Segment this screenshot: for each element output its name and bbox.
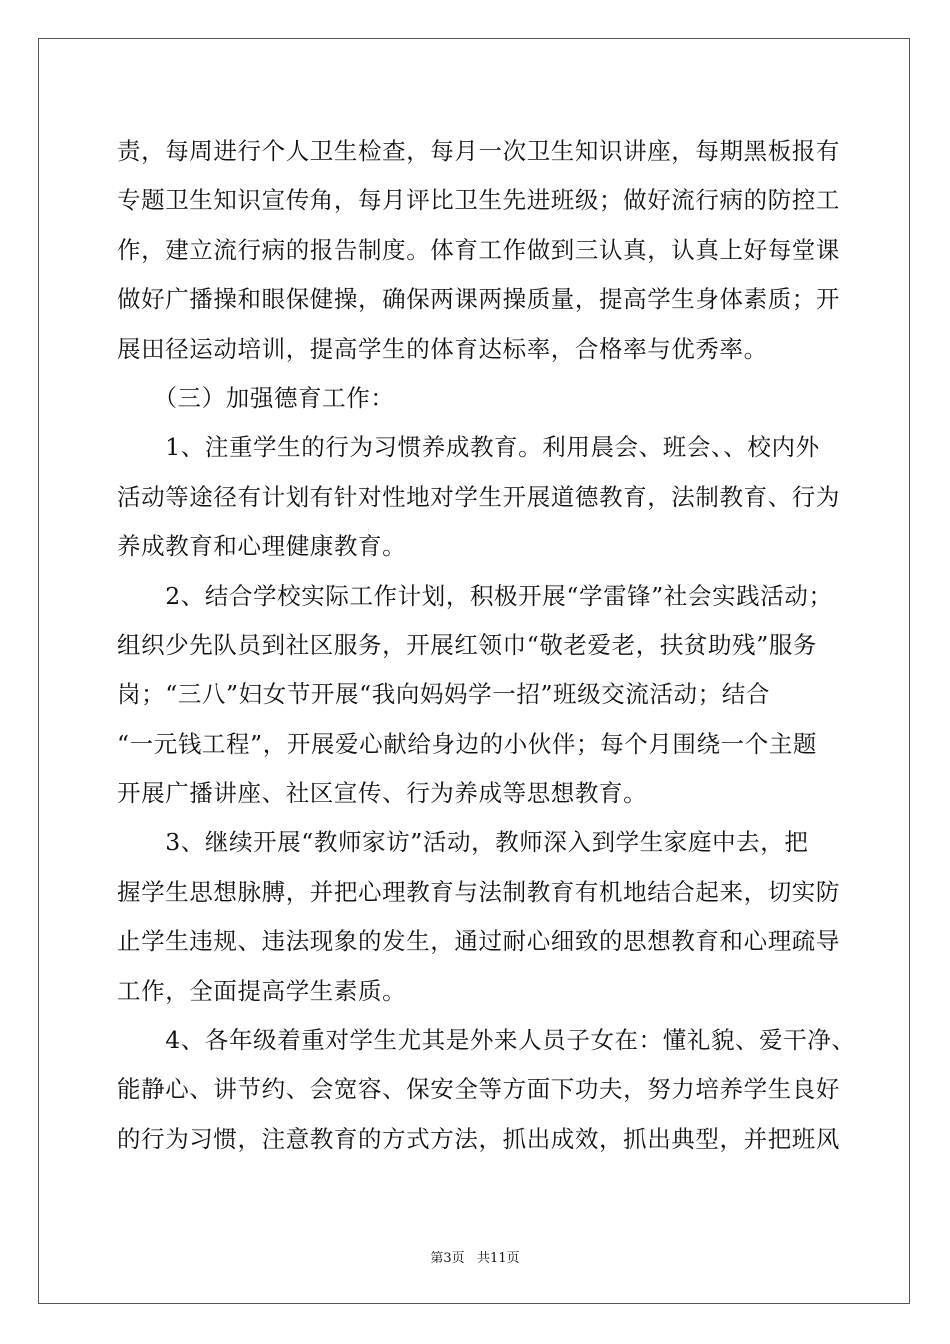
- text-line: 止学生违规、违法现象的发生，通过耐心细致的思想教育和心理疏导: [117, 927, 840, 956]
- text-line: 工作，全面提高学生素质。: [117, 976, 407, 1005]
- text-line: 责，每周进行个人卫生检查，每月一次卫生知识讲座，每期黑板报有: [117, 137, 840, 165]
- text-line: 专题卫生知识宣传角，每月评比卫生先进班级；做好流行病的防控工: [117, 186, 840, 215]
- text-line: 展田径运动培训，提高学生的体育达标率，合格率与优秀率。: [117, 334, 768, 363]
- text-line: 3、继续开展“教师家访”活动，教师深入到学生家庭中去，把: [117, 828, 809, 857]
- text-line: 组织少先队员到社区服务，开展红领巾“敬老爱老，扶贫助残”服务: [117, 630, 818, 659]
- text-line: 作，建立流行病的报告制度。体育工作做到三认真，认真上好每堂课: [117, 235, 840, 264]
- text-line: 握学生思想脉膊，并把心理教育与法制教育有机地结合起来，切实防: [117, 877, 840, 906]
- text-line: 4、各年级着重对学生尤其是外来人员子女在：懂礼貌、爱干净、: [117, 1026, 856, 1055]
- text-line: 的行为习惯，注意教育的方式方法，抓出成效，抓出典型，并把班风: [117, 1124, 840, 1153]
- text-line: 能静心、讲节约、会宽容、保安全等方面下功夫，努力培养学生良好: [117, 1075, 840, 1104]
- text-line: 2、结合学校实际工作计划，积极开展“学雷锋”社会实践活动；: [117, 581, 833, 610]
- document-body: [117, 127, 856, 1164]
- text-line: 做好广播操和眼保健操，确保两课两操质量，提高学生身体素质；开: [117, 285, 840, 314]
- text-line: 活动等途径有计划有针对性地对学生开展道德教育，法制教育、行为: [117, 482, 840, 511]
- text-line: 养成教育和心理健康教育。: [117, 532, 407, 561]
- text-line: 岗；“三八”妇女节开展“我向妈妈学一招”班级交流活动；结合: [117, 680, 770, 709]
- section-heading: （三）加强德育工作：: [117, 383, 395, 412]
- text-line: 1、注重学生的行为习惯养成教育。利用晨会、班会、、校内外: [117, 433, 820, 462]
- text-line: “一元钱工程”，开展爱心献给身边的小伙伴；每个月围绕一个主题: [117, 729, 818, 758]
- page-number-footer: 第3页 共11页: [430, 1251, 520, 1266]
- text-line: 开展广播讲座、社区宣传、行为养成等思想教育。: [117, 779, 648, 808]
